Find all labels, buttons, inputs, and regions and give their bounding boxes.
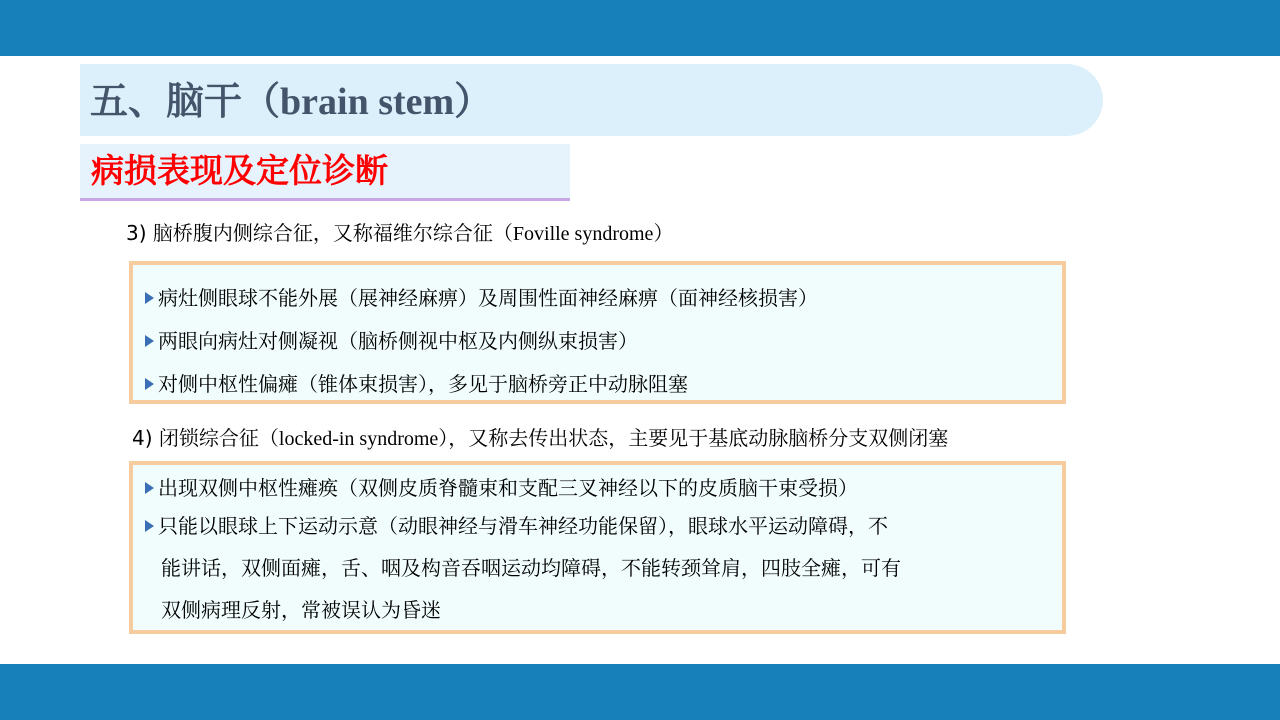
section-4-heading: 4) 闭锁综合征（locked-in syndrome），又称去传出状态，主要见于基底动脉脑桥分支双侧闭塞 xyxy=(132,426,949,450)
section-subtitle: 病损表现及定位诊断 xyxy=(91,151,388,190)
list-item: 两眼向病灶对侧凝视（脑桥侧视中枢及内侧纵束损害） xyxy=(145,320,638,362)
section-3-heading: 3) 脑桥腹内侧综合征，又称福维尔综合征（Foville syndrome） xyxy=(126,221,674,245)
list-item: 出现双侧中枢性瘫痪（双侧皮质脊髓束和支配三叉神经以下的皮质脑干束受损） xyxy=(145,467,858,509)
list-item: 对侧中枢性偏瘫（锥体束损害），多见于脑桥旁正中动脉阻塞 xyxy=(145,363,688,405)
arrow-bullet-icon xyxy=(145,335,154,347)
section-4-box xyxy=(129,461,1066,634)
list-item-continuation: 能讲话，双侧面瘫，舌、咽及构音吞咽运动均障碍，不能转颈耸肩，四肢全瘫，可有 xyxy=(161,556,901,580)
arrow-bullet-icon xyxy=(145,292,154,304)
top-banner xyxy=(0,0,1280,56)
list-item: 只能以眼球上下运动示意（动眼神经与滑车神经功能保留），眼球水平运动障碍，不 xyxy=(145,505,888,547)
bottom-banner xyxy=(0,664,1280,720)
arrow-bullet-icon xyxy=(145,482,154,494)
arrow-bullet-icon xyxy=(145,378,154,390)
arrow-bullet-icon xyxy=(145,520,154,532)
list-item: 病灶侧眼球不能外展（展神经麻痹）及周围性面神经麻痹（面神经核损害） xyxy=(145,277,818,319)
section-3-box xyxy=(129,261,1066,404)
list-item-continuation: 双侧病理反射，常被误认为昏迷 xyxy=(161,598,441,622)
page-title: 五、脑干（brain stem） xyxy=(90,79,493,123)
